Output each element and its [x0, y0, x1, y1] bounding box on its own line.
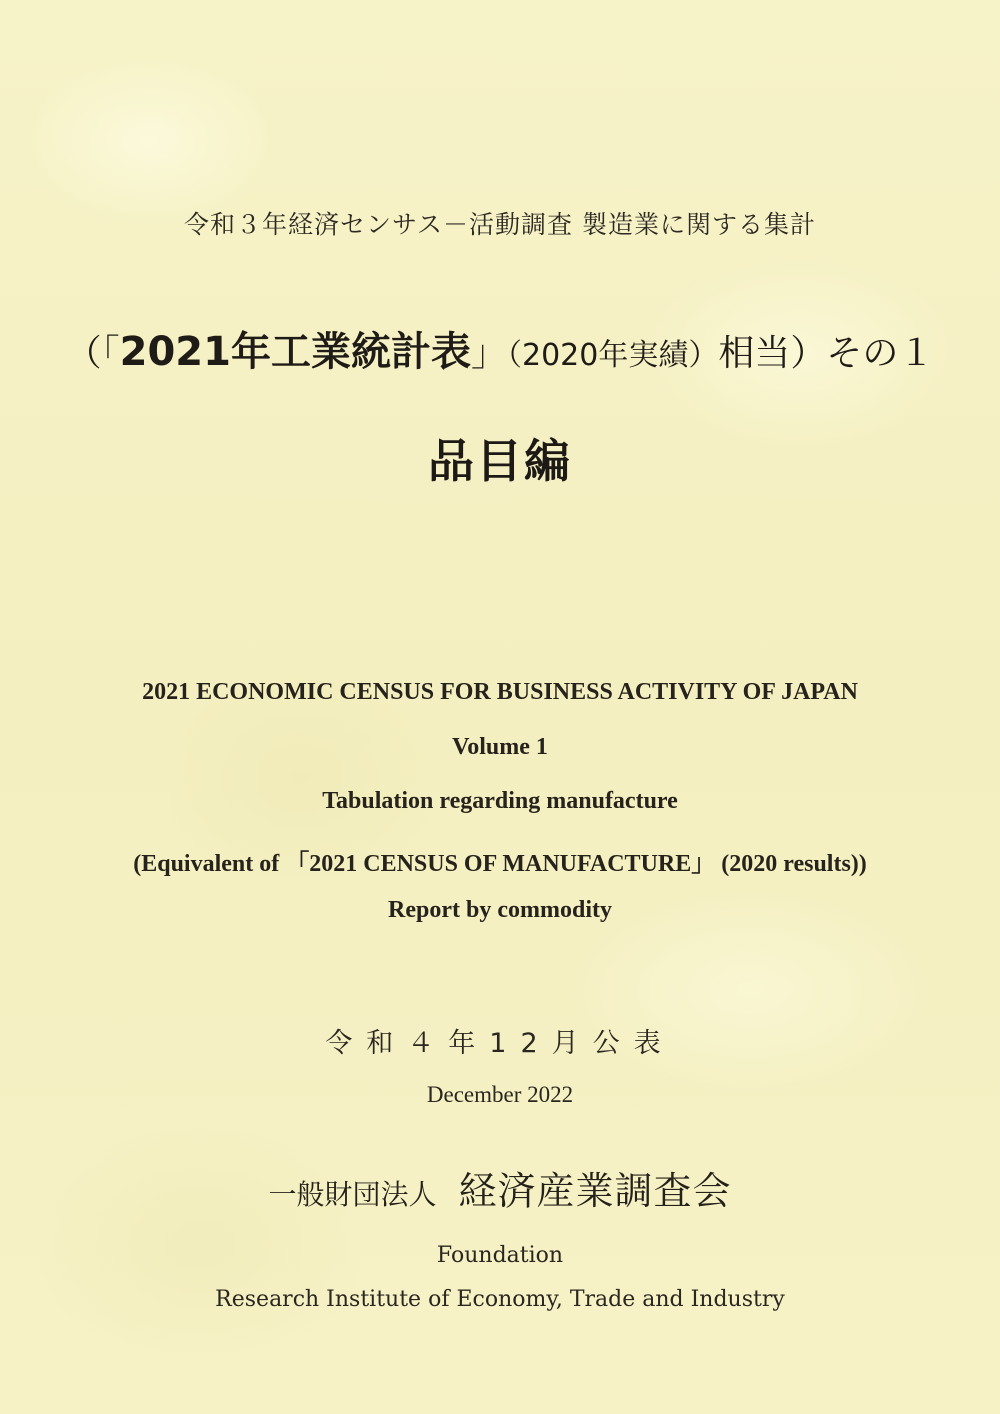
jp-heading: 品目編: [428, 434, 572, 488]
jp-publisher: [0, 1160, 1000, 1215]
en-volume: Volume 1: [452, 734, 548, 760]
en-tabulation: Tabulation regarding manufacture: [322, 788, 678, 814]
jp-title-main: 2021年工業統計表: [119, 329, 471, 375]
jp-title-paren: （2020年実績）: [506, 338, 719, 373]
en-institute-name: Research Institute of Economy, Trade and Industry: [215, 1287, 785, 1312]
jp-title-part: その１: [826, 333, 935, 374]
jp-title-equiv: 相当）: [718, 333, 827, 374]
en-report: Report by commodity: [388, 897, 612, 923]
jp-publisher-name: 経済産業調査会: [458, 1169, 732, 1213]
jp-title: [0, 320, 1000, 377]
jp-publisher-prefix: 一般財団法人: [268, 1178, 437, 1211]
jp-publish-date: 令和４年12月公表: [325, 1028, 675, 1059]
en-title: 2021 ECONOMIC CENSUS FOR BUSINESS ACTIVITY OF JAPAN: [142, 679, 858, 705]
en-publish-date: December 2022: [426, 1082, 574, 1107]
jp-title-open: （「: [65, 333, 120, 374]
jp-subtitle: 令和３年経済センサス－活動調査 製造業に関する集計: [184, 210, 816, 239]
en-equivalent: (Equivalent of 「2021 CENSUS OF MANUFACTURE」 (2020 results)): [133, 851, 867, 877]
jp-title-close-bracket: 」: [470, 333, 507, 374]
en-foundation: Foundation: [436, 1243, 564, 1268]
